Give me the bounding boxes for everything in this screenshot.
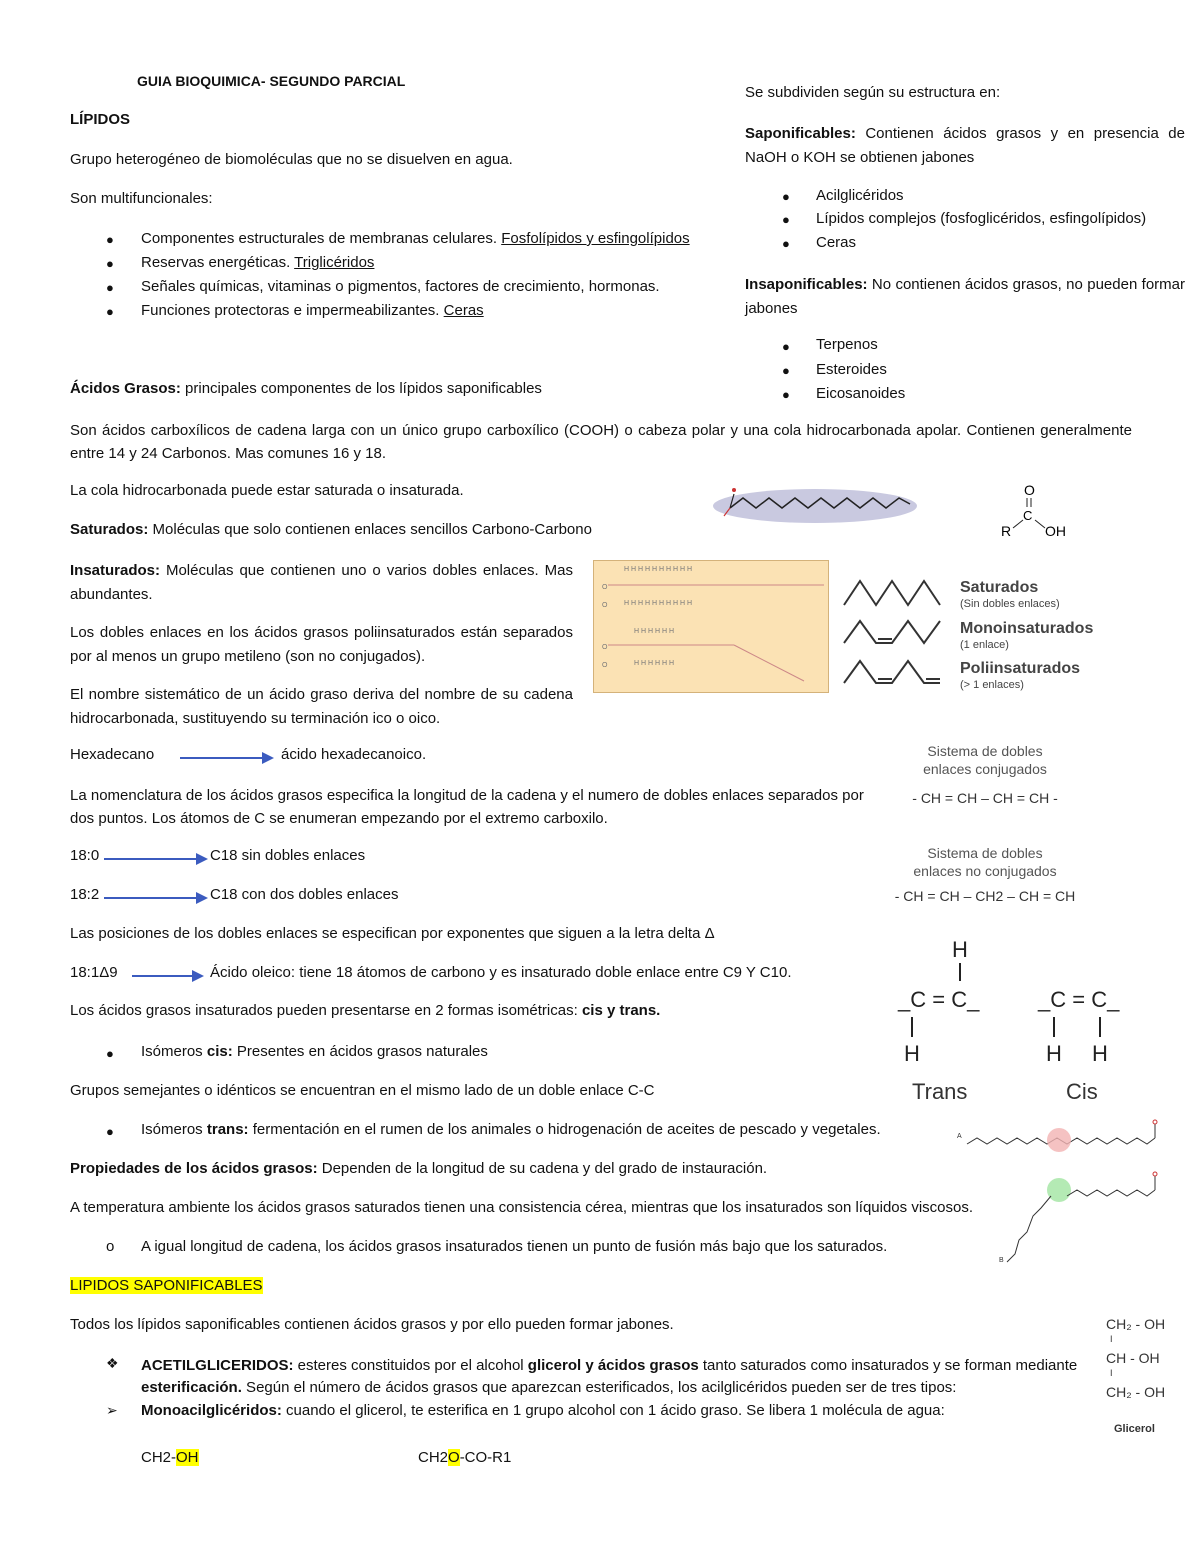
hexadecanoico-text: ácido hexadecanoico.	[281, 746, 427, 763]
bullet-icon: ●	[782, 212, 790, 227]
svg-text:H H H H H H: H H H H H H	[634, 660, 675, 667]
carboxyl-O-label: O	[1024, 482, 1035, 498]
non-conjugated-formula: - CH = CH – CH2 – CH = CH	[894, 888, 1076, 904]
nomenclature-code: 18:1Δ9	[70, 964, 118, 981]
cis-item: Isómeros cis: Presentes en ácidos grasos naturales	[141, 1043, 488, 1060]
grupos-text: Grupos semejantes o idénticos se encuentran en el mismo lado de un doble enlace C-C	[70, 1082, 655, 1099]
glicerol-line2: CH - OH	[1106, 1350, 1160, 1366]
arrow-icon	[102, 851, 210, 867]
multifunctional-label: Son multifuncionales:	[70, 190, 213, 207]
bullet-icon: ●	[782, 236, 790, 251]
fatty-acid-a-label: A	[957, 1133, 962, 1140]
glicerol-line1: CH₂ - OH	[1106, 1316, 1166, 1332]
bullet-icon: ●	[782, 189, 790, 204]
legend-saturados-sub: (Sin dobles enlaces)	[960, 598, 1060, 610]
page-title: GUIA BIOQUIMICA- SEGUNDO PARCIAL	[137, 73, 406, 89]
bullet-icon: ●	[782, 387, 790, 402]
bullet-o: o	[106, 1238, 115, 1255]
arrow-bullet-icon: ➢	[106, 1402, 118, 1418]
svg-text:_C = C_: _C = C_	[1038, 987, 1120, 1012]
carboxyl-C-label: C	[1023, 508, 1033, 523]
svg-text:H: H	[1046, 1041, 1062, 1066]
legend-poli-sub: (> 1 enlaces)	[960, 679, 1024, 691]
fatty-acid-chain-image	[710, 476, 920, 532]
igual-text: A igual longitud de cadena, los ácidos grasos insaturados tienen un punto de fusión más bajo que los saturados.	[141, 1238, 888, 1255]
nomenclature-desc: C18 sin dobles enlaces	[210, 847, 366, 864]
list-item: Ceras	[816, 234, 857, 251]
svg-text:H H H H H H H H H H: H H H H H H H H H H	[624, 566, 693, 573]
zigzag-legend-icons	[840, 575, 948, 693]
arrow-icon	[102, 890, 210, 906]
isomeros-text: Los ácidos grasos insaturados pueden presentarse en 2 formas isométricas: cis y trans.	[70, 1002, 661, 1019]
legend-mono: Monoinsaturados	[960, 620, 1094, 637]
cis-trans-diagram	[890, 935, 1130, 1105]
formula-glicerol: CH2-OH	[141, 1449, 199, 1466]
carboxyl-OH-label: OH	[1045, 523, 1066, 539]
formula-ester: CH2O-CO-R1	[418, 1449, 512, 1466]
list-item: Terpenos	[816, 336, 878, 353]
lipidos-heading: LÍPIDOS	[70, 111, 131, 128]
subdivide-text: Se subdividen según su estructura en:	[745, 84, 1001, 101]
nomenclature-code: 18:2	[70, 886, 100, 903]
fatty-acid-b-label: B	[999, 1257, 1004, 1264]
glicerol-line3: CH₂ - OH	[1106, 1384, 1166, 1400]
svg-text:O: O	[602, 602, 608, 609]
saponificables-paragraph: Saponificables: Contienen ácidos grasos y en presencia de NaOH o KOH se obtienen jabones	[745, 125, 1185, 166]
trans-label: Trans	[912, 1079, 968, 1104]
fatty-acid-structure-diagram	[593, 560, 829, 693]
todos-text: Todos los lípidos saponificables contienen ácidos grasos y por ello pueden formar jabones.	[70, 1316, 674, 1333]
trans-cis-fatty-acid-image	[955, 1112, 1180, 1272]
svg-text:H: H	[1092, 1041, 1108, 1066]
arrow-icon	[130, 968, 206, 984]
list-item: Acilglicéridos	[816, 187, 904, 204]
glicerol-label: Glicerol	[1114, 1423, 1155, 1435]
insaponificables-paragraph: Insaponificables: No contienen ácidos grasos, no pueden formar jabones	[745, 276, 1185, 317]
acidos-paragraph: Son ácidos carboxílicos de cadena larga con un único grupo carboxílico (COOH) o cabeza polar y una cola hidrocarbonada apolar. Contienen generalmente entre 14 y 24 Carbonos. Mas comunes 16 y 18.	[70, 422, 1132, 462]
list-item: Funciones protectoras e impermeabilizantes. Ceras	[141, 302, 484, 319]
list-item: Eicosanoides	[816, 385, 906, 402]
propiedades-text: Propiedades de los ácidos grasos: Dependen de la longitud de su cadena y del grado de instauración.	[70, 1160, 768, 1177]
intro-text: Grupo heterogéneo de biomoléculas que no se disuelven en agua.	[70, 151, 513, 168]
legend-poli: Poliinsaturados	[960, 660, 1081, 677]
non-conjugated-title: Sistema de dobles enlaces no conjugados	[913, 845, 1057, 879]
nombre-text: El nombre sistemático de un ácido graso deriva del nombre de su cadena hidrocarbonada, sustituyendo su terminación ico o oico.	[70, 686, 573, 727]
nomenclature-desc: C18 con dos dobles enlaces	[210, 886, 399, 903]
conjugated-formula: - CH = CH – CH = CH -	[912, 790, 1058, 806]
monoacilgliceridos-text: Monoacilglicéridos: cuando el glicerol, te esterifica en 1 grupo alcohol con 1 ácido graso. Se libera 1 molécula de agua:	[141, 1402, 945, 1419]
hexadecano-text: Hexadecano	[70, 746, 155, 763]
arrow-icon	[178, 750, 276, 766]
acidos-grasos-heading: Ácidos Grasos: principales componentes de los lípidos saponificables	[70, 380, 542, 397]
bullet-icon: ●	[106, 1046, 114, 1061]
svg-text:O: O	[602, 644, 608, 651]
nomenclature-desc: Ácido oleico: tiene 18 átomos de carbono y es insaturado doble enlace entre C9 Y C10.	[210, 964, 792, 981]
saturados-text: Saturados: Moléculas que solo contienen enlaces sencillos Carbono-Carbono	[70, 521, 592, 538]
nomenclatura-text: La nomenclatura de los ácidos grasos especifica la longitud de la cadena y el numero de dobles enlaces separados por dos puntos. Los átomos de C se enumeran empezando por el extremo carboxilo.	[70, 787, 864, 827]
glicerol-bond: I	[1110, 1334, 1113, 1344]
svg-text:O: O	[602, 662, 608, 669]
list-item: Señales químicas, vitaminas o pigmentos, factores de crecimiento, hormonas.	[141, 278, 660, 295]
list-item: Lípidos complejos (fosfoglicéridos, esfingolípidos)	[816, 210, 1147, 227]
temperatura-text: A temperatura ambiente los ácidos grasos saturados tienen una consistencia cérea, mientras que los insaturados son líquidos viscosos.	[70, 1199, 974, 1216]
diamond-bullet-icon: ❖	[106, 1355, 119, 1371]
conjugated-title: Sistema de dobles enlaces conjugados	[923, 743, 1047, 777]
bullet-icon: ●	[106, 256, 114, 271]
list-item: Esteroides	[816, 361, 887, 378]
cis-label: Cis	[1066, 1079, 1098, 1104]
underlined-term: Ceras	[443, 302, 484, 319]
glicerol-bond: I	[1110, 1368, 1113, 1378]
saponificables-heading: LIPIDOS SAPONIFICABLES	[70, 1277, 263, 1294]
carboxyl-R-label: R	[1001, 523, 1012, 539]
molecule-structure-image	[594, 561, 828, 692]
bullet-icon: ●	[106, 280, 114, 295]
acetilgliceridos-text: ACETILGLICERIDOS: esteres constituidos por el alcohol glicerol y ácidos grasos tanto saturados como insaturados y se forman mediante esterificación. Según el número de ácidos grasos que aparezcan esterificados, los acilglicéridos pueden ser de tres tipos:	[141, 1357, 1078, 1396]
cola-text: La cola hidrocarbonada puede estar saturada o insaturada.	[70, 482, 464, 499]
bullet-icon: ●	[106, 1124, 114, 1139]
nomenclature-code: 18:0	[70, 847, 100, 864]
svg-text:H: H	[904, 1041, 920, 1066]
bullet-icon: ●	[782, 339, 790, 354]
carboxyl-group-diagram	[995, 480, 1075, 542]
list-item: Componentes estructurales de membranas celulares. Fosfolípidos y esfingolípidos	[141, 230, 690, 247]
underlined-term: Triglicéridos	[294, 254, 375, 271]
poliinsaturados-text: Los dobles enlaces en los ácidos grasos poliinsaturados están separados por al menos un grupo metileno (son no conjugados).	[70, 624, 573, 665]
bullet-icon: ●	[106, 232, 114, 247]
list-item: Reservas energéticas. Triglicéridos	[141, 254, 375, 271]
svg-text:H: H	[952, 937, 968, 962]
svg-text:_C = C_: _C = C_	[898, 987, 980, 1012]
svg-text:H H H H H H: H H H H H H	[634, 628, 675, 635]
bullet-icon: ●	[106, 304, 114, 319]
svg-text:O: O	[602, 584, 608, 591]
insaturados-text: Insaturados: Moléculas que contienen uno o varios dobles enlaces. Mas abundantes.	[70, 562, 573, 603]
posiciones-text: Las posiciones de los dobles enlaces se especifican por exponentes que siguen a la letra delta Δ	[70, 925, 715, 942]
bullet-icon: ●	[782, 363, 790, 378]
svg-text:H H H H H H H H H H: H H H H H H H H H H	[624, 600, 693, 607]
legend-saturados: Saturados	[960, 579, 1039, 596]
legend-mono-sub: (1 enlace)	[960, 639, 1009, 651]
underlined-term: Fosfolípidos y esfingolípidos	[501, 230, 690, 247]
trans-item: Isómeros trans: fermentación en el rumen de los animales o hidrogenación de aceites de pescado y vegetales.	[141, 1121, 881, 1138]
